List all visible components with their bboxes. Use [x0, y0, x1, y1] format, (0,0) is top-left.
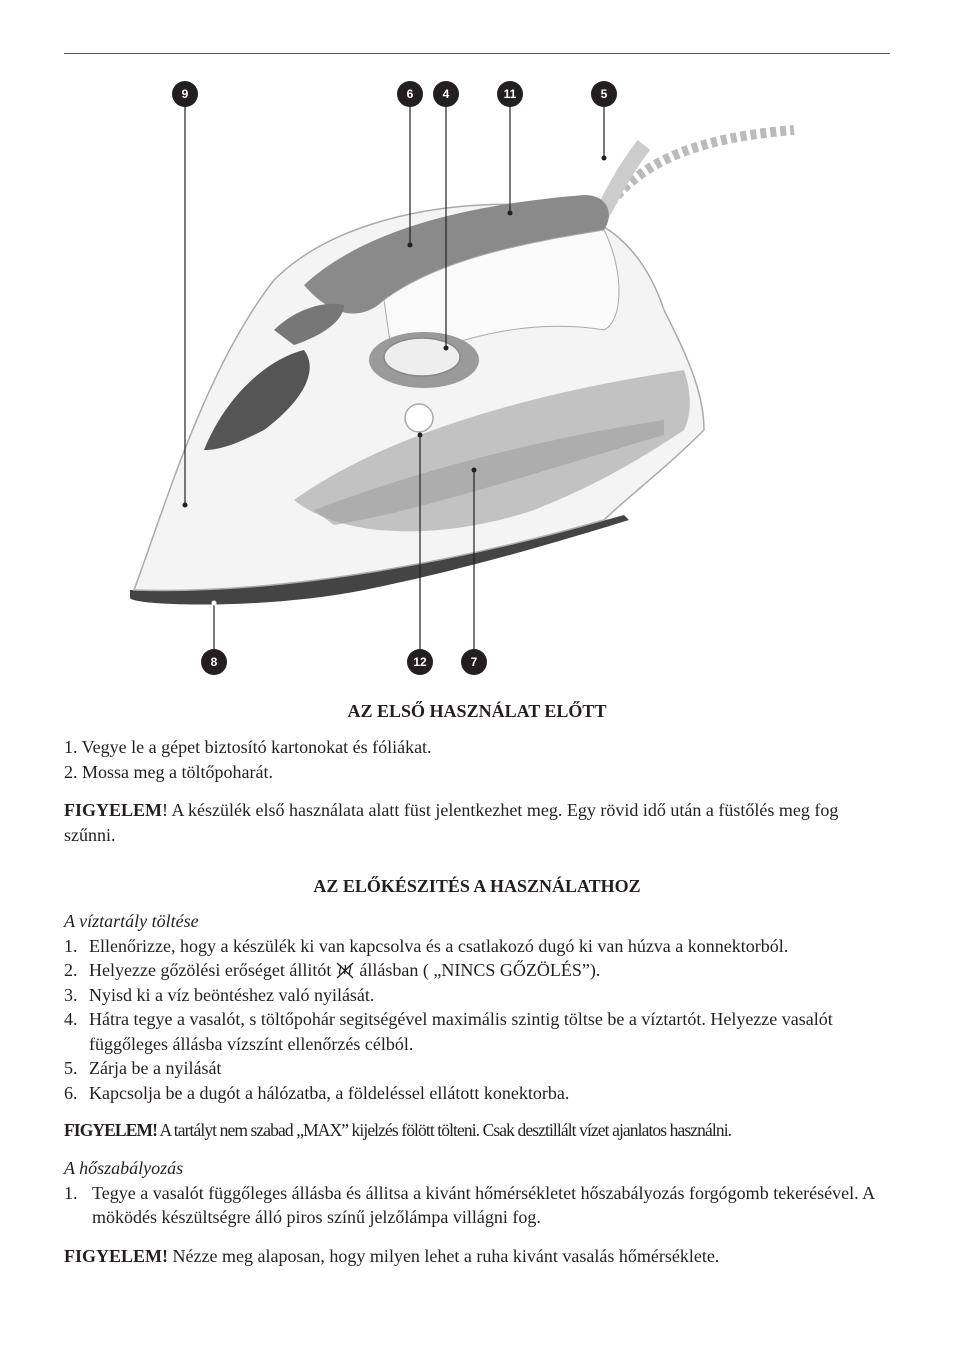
item-number: 5.: [64, 1058, 78, 1078]
list-item: 2. Mossa meg a töltőpoharát.: [64, 761, 273, 782]
callout-11: 11: [497, 81, 523, 107]
iron-diagram: [64, 70, 890, 690]
item-text: Tegye a vasalót függőleges állásba és állitsa a kivánt hőmérsékletet hőszabályozás forgógomb tekerésével. A möködés készültségre álló piros színű jelzőlámpa villágni fog.: [92, 1182, 875, 1227]
list-item: [64, 983, 890, 1008]
list-item: [64, 1181, 890, 1230]
item-text: Ellenőrizze, hogy a készülék ki van kapcsolva és a csatlakozó dugó ki van húzva a konnektorból.: [89, 935, 789, 956]
item-text: Helyezze gőzölési erőséget állitót: [89, 960, 332, 980]
list-item: [64, 1081, 890, 1106]
warning-label: FIGYELEM!: [64, 1246, 169, 1266]
list-item: [64, 1056, 890, 1081]
list-item: [64, 934, 890, 959]
item-number: 2.: [64, 960, 78, 980]
item-text: Hátra tegye a vasalót, s töltőpohár segitségével maximális szintig töltse be a víztartót. Helyezze vasalót függőleges állásba vízszínt ellenőrzés célból.: [89, 1009, 833, 1054]
item-number: 6.: [64, 1082, 78, 1103]
callout-4: 4: [433, 81, 459, 107]
callout-7: 7: [461, 649, 487, 675]
steam-iron-illustration: [64, 70, 890, 690]
list-item: 1. Vegye le a gépet biztosító kartonokat és fóliákat.: [64, 737, 432, 757]
item-text: Kapcsolja be a dugót a hálózatba, a földeléssel ellátott konektorba.: [89, 1082, 570, 1103]
subsection-title-temperature: A hőszabályozás: [64, 1158, 184, 1178]
section-title-first-use: AZ ELSŐ HASZNÁLAT ELŐTT: [347, 701, 607, 721]
callout-9: 9: [172, 81, 198, 107]
first-use-list: [64, 735, 890, 784]
item-number: 4.: [64, 1009, 78, 1029]
warning-label: FIGYELEM: [64, 800, 163, 820]
first-use-warning: [64, 798, 890, 847]
preparation-warning: [64, 1118, 890, 1143]
warning-text: A tartályt nem szabad „MAX” kijelzés fölött tölteni. Csak desztillált vízet ajanlatos használni.: [157, 1120, 732, 1140]
item-text: Nyisd ki a víz beöntéshez való nyilását.: [89, 984, 375, 1005]
subsection-title-water-tank: A víztartály töltése: [64, 911, 199, 931]
callout-6: 6: [397, 81, 423, 107]
item-text: Zárja be a nyilását: [89, 1058, 222, 1078]
callout-8: 8: [201, 649, 227, 675]
warning-label: FIGYELEM!: [64, 1120, 158, 1140]
item-number: 3.: [64, 984, 78, 1005]
item-text-continued: állásban ( „NINCS GŐZÖLÉS”).: [359, 960, 601, 980]
warning-text: ! A készülék első használata alatt füst jelentkezhet meg. Egy rövid idő után a füstőlés meg fog szűnni.: [64, 800, 839, 845]
callout-5: 5: [591, 81, 617, 107]
item-number: 1.: [64, 935, 78, 956]
preparation-content: [64, 909, 890, 1105]
temperature-content: [64, 1156, 890, 1230]
list-item: [64, 958, 890, 983]
callout-12: 12: [407, 649, 433, 675]
warning-text: Nézze meg alaposan, hogy milyen lehet a ruha kivánt vasalás hőmérséklete.: [168, 1246, 720, 1266]
top-rule: [64, 53, 890, 54]
temperature-warning: [64, 1244, 890, 1269]
no-steam-icon: [335, 960, 355, 980]
section-title-preparation: AZ ELŐKÉSZITÉS A HASZNÁLATHOZ: [313, 876, 641, 896]
item-number: 1.: [64, 1182, 78, 1203]
list-item: [64, 1007, 890, 1056]
